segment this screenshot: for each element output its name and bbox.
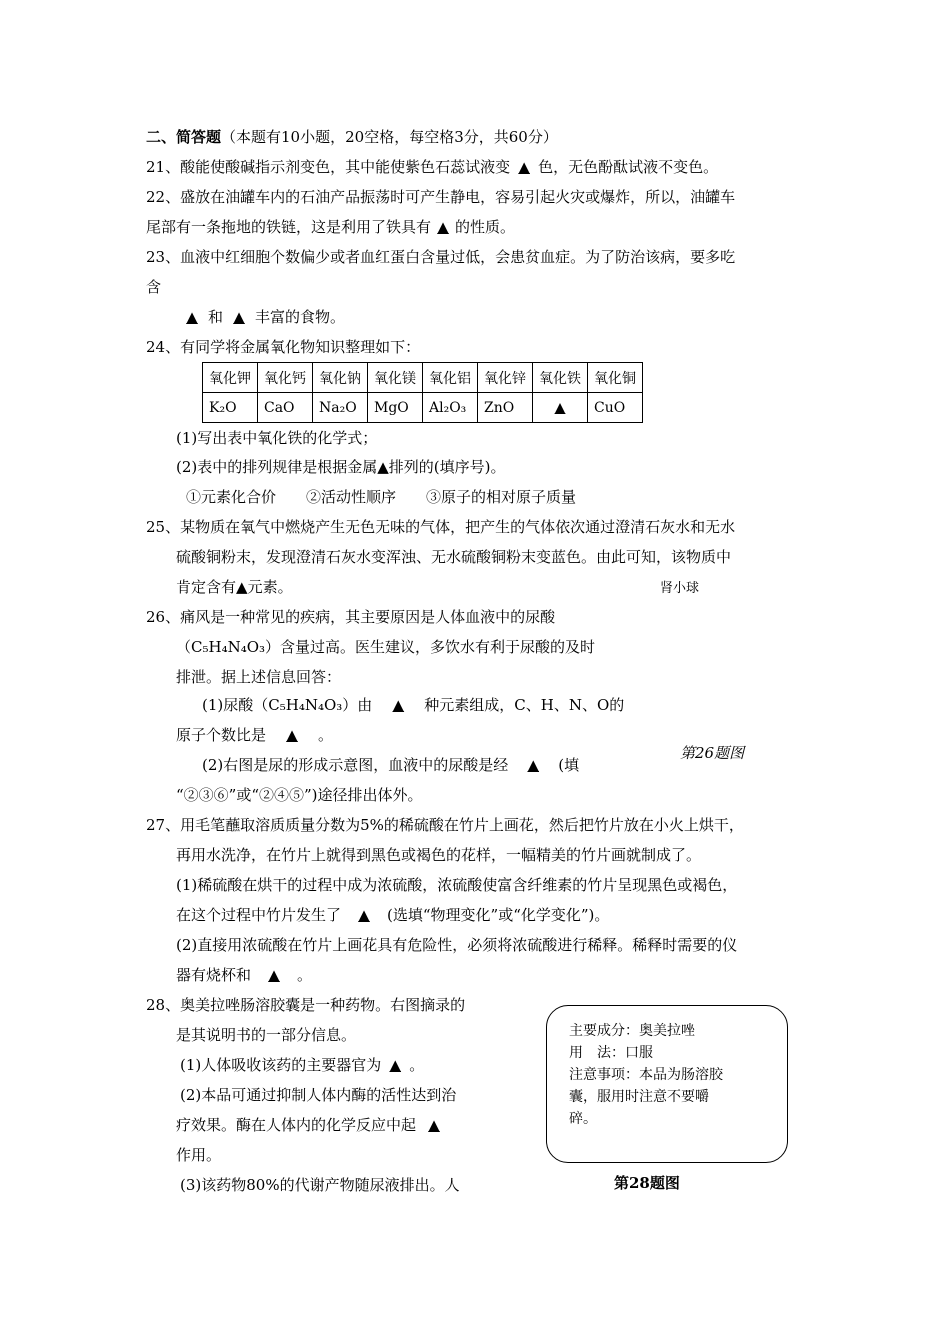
- question-28-line2: [176, 1025, 356, 1045]
- question-text: 排列的(填序号)。: [388, 458, 506, 476]
- drug-info-line: 囊，服用时注意不要嚼: [569, 1089, 709, 1105]
- answer-blank[interactable]: ▲: [518, 158, 530, 176]
- question-text: 血液中红细胞个数偏少或者血红蛋白含量过低，会患贫血症。为了防治该病，要多吃: [180, 248, 736, 266]
- question-text: 疗效果。酶在人体内的化学反应中起: [176, 1116, 417, 1134]
- question-25-line3: [176, 577, 293, 597]
- question-26-sub1: [202, 695, 624, 715]
- question-text: 奥美拉唑肠溶胶囊是一种药物。右图摘录的: [180, 996, 466, 1014]
- question-27: [146, 815, 744, 835]
- question-text: 尾部有一条拖地的铁链，这是利用了铁具有: [146, 218, 432, 236]
- question-text: ①元素化合价 ②活动性顺序 ③原子的相对原子质量: [186, 488, 577, 506]
- question-text: (2)表中的排列规律是根据金属: [176, 458, 378, 476]
- question-text: 和: [208, 308, 224, 326]
- table-header-cell: 氧化钾: [203, 363, 258, 393]
- question-number: 27、: [146, 816, 181, 834]
- question-text: 某物质在氧气中燃烧产生无色无味的气体，把产生的气体依次通过澄清石灰水和无水: [180, 518, 736, 536]
- table-cell: ZnO: [478, 393, 533, 423]
- question-number: 24、: [146, 338, 181, 356]
- question-text: 种元素组成，C、H、N、O的: [424, 696, 625, 714]
- question-text: (2)直接用浓硫酸在竹片上画花具有危险性，必须将浓硫酸进行稀释。稀释时需要的仪: [176, 936, 738, 954]
- table-header-cell: 氧化钙: [258, 363, 313, 393]
- question-28-sub2-line2: [176, 1115, 452, 1135]
- question-text: 元素。: [247, 578, 293, 596]
- question-26-line2: [176, 637, 595, 657]
- question-text: （C₅H₄N₄O₃）含量过高。医生建议，多饮水有利于尿酸的及时: [176, 638, 596, 656]
- question-23: [146, 247, 735, 267]
- question-text: 硫酸铜粉末，发现澄清石灰水变浑浊、无水硫酸铜粉末变蓝色。由此可知，该物质中: [176, 548, 732, 566]
- question-text: 盛放在油罐车内的石油产品振荡时可产生静电，容易引起火灾或爆炸，所以，油罐车: [180, 188, 736, 206]
- table-cell: Na₂O: [313, 393, 368, 423]
- answer-blank[interactable]: ▲: [554, 399, 566, 416]
- question-text: (1)尿酸（C₅H₄N₄O₃）由: [202, 696, 373, 714]
- question-22: [146, 187, 735, 207]
- question-text: 。: [409, 1056, 425, 1074]
- answer-blank[interactable]: ▲: [437, 218, 449, 236]
- question-24-sub1: [176, 428, 377, 448]
- question-21: [146, 157, 718, 177]
- question-text: 器有烧杯和: [176, 966, 252, 984]
- table-cell: CaO: [258, 393, 313, 423]
- answer-blank[interactable]: ▲: [233, 308, 245, 326]
- question-text: 是其说明书的一部分信息。: [176, 1026, 357, 1044]
- question-number: 26、: [146, 608, 181, 626]
- table-row: [203, 393, 643, 423]
- question-number: 25、: [146, 518, 181, 536]
- table-cell: Al₂O₃: [423, 393, 478, 423]
- answer-blank[interactable]: ▲: [236, 578, 248, 596]
- question-24: [146, 337, 420, 357]
- question-28-sub1: [180, 1055, 424, 1075]
- question-text: 的性质。: [455, 218, 516, 236]
- question-text: (2)右图是尿的形成示意图，血液中的尿酸是经: [202, 756, 509, 774]
- question-number: 21、: [146, 158, 181, 176]
- question-number: 23、: [146, 248, 181, 266]
- section-title: 二、简答题: [146, 128, 222, 146]
- table-header-cell: 氧化铝: [423, 363, 478, 393]
- drug-info-line: 注意事项：本品为肠溶胶: [569, 1067, 723, 1083]
- question-28: [146, 995, 465, 1015]
- question-text: (选填“物理变化”或“化学变化”)。: [387, 906, 610, 924]
- question-text: 酸能使酸碱指示剂变色，其中能使紫色石蕊试液变: [180, 158, 511, 176]
- drug-info-box: [546, 1005, 788, 1163]
- question-26: [146, 607, 555, 627]
- question-text: (1)稀硫酸在烘干的过程中成为浓硫酸，浓硫酸使富含纤维素的竹片呈现黑色或褐色，: [176, 876, 738, 894]
- question-text: 作用。: [176, 1146, 222, 1164]
- drug-info-line: 主要成分：奥美拉唑: [569, 1023, 695, 1039]
- answer-blank[interactable]: ▲: [392, 696, 405, 714]
- question-text: (填: [558, 756, 580, 774]
- answer-blank[interactable]: ▲: [377, 458, 389, 476]
- table-header-cell: 氧化铜: [588, 363, 643, 393]
- question-text: 。: [297, 966, 313, 984]
- question-26-sub1-line2: [176, 725, 333, 745]
- question-text: “②③⑥”或“②④⑤”)途径排出体外。: [176, 786, 423, 804]
- answer-blank[interactable]: ▲: [186, 308, 198, 326]
- question-27-sub2: [176, 935, 737, 955]
- question-25-line2: [176, 547, 731, 567]
- answer-blank[interactable]: ▲: [358, 906, 370, 924]
- question-text: (2)本品可通过抑制人体内酶的活性达到治: [180, 1086, 457, 1104]
- table-cell-blank[interactable]: [533, 393, 588, 423]
- answer-blank[interactable]: ▲: [286, 726, 298, 744]
- question-text: 色，无色酚酞试液不变色。: [538, 158, 719, 176]
- question-28-sub2: [180, 1085, 456, 1105]
- figure-label: 肾小球: [660, 581, 700, 596]
- figure-caption: 第26题图: [680, 744, 745, 762]
- question-text: 含: [146, 278, 162, 296]
- question-27-sub2-line2: [176, 965, 312, 985]
- question-27-sub1-line2: [176, 905, 609, 925]
- question-24-options: [186, 487, 576, 507]
- answer-blank[interactable]: ▲: [428, 1116, 440, 1134]
- drug-info-line: 用 法：口服: [569, 1045, 653, 1061]
- question-22-line2: [146, 217, 515, 237]
- section-header: [146, 127, 558, 147]
- question-text: 痛风是一种常见的疾病，其主要原因是人体血液中的尿酸: [180, 608, 556, 626]
- question-text: (3)该药物80%的代谢产物随尿液排出。人: [180, 1176, 460, 1194]
- question-27-line2: [176, 845, 701, 865]
- answer-blank[interactable]: ▲: [389, 1056, 402, 1074]
- question-26-line3: [176, 667, 341, 687]
- question-text: (1)人体吸收该药的主要器官为: [180, 1056, 382, 1074]
- question-25: [146, 517, 735, 537]
- question-text: 在这个过程中竹片发生了: [176, 906, 342, 924]
- question-23-line3: [176, 307, 345, 327]
- question-24-sub2: [176, 457, 506, 477]
- table-cell: K₂O: [203, 393, 258, 423]
- question-text: 有同学将金属氧化物知识整理如下：: [180, 338, 421, 356]
- table-header-cell: 氧化铁: [533, 363, 588, 393]
- figure-caption: 第28题图: [614, 1174, 680, 1192]
- section-note: （本题有10小题，20空格，每空格3分，共60分）: [221, 128, 558, 146]
- question-26-sub2-line2: [176, 785, 423, 805]
- table-cell: CuO: [588, 393, 643, 423]
- question-number: 28、: [146, 996, 181, 1014]
- metal-oxide-table: [202, 362, 643, 423]
- question-text: 原子个数比是: [176, 726, 267, 744]
- table-header-cell: 氧化镁: [368, 363, 423, 393]
- question-text: 用毛笔蘸取溶质质量分数为5%的稀硫酸在竹片上画花，然后把竹片放在小火上烘干，: [180, 816, 744, 834]
- answer-blank[interactable]: ▲: [527, 756, 540, 774]
- question-text: 排泄。据上述信息回答：: [176, 668, 342, 686]
- question-text: 肯定含有: [176, 578, 237, 596]
- question-text: 再用水洗净，在竹片上就得到黑色或褐色的花样，一幅精美的竹片画就制成了。: [176, 846, 702, 864]
- question-number: 22、: [146, 188, 181, 206]
- answer-blank[interactable]: ▲: [268, 966, 280, 984]
- question-28-sub3: [180, 1175, 460, 1195]
- question-23-line2: [146, 277, 161, 297]
- question-text: (1)写出表中氧化铁的化学式；: [176, 429, 378, 447]
- question-text: 丰富的食物。: [255, 308, 346, 326]
- question-28-sub2-line3: [176, 1145, 221, 1165]
- table-header-cell: 氧化钠: [313, 363, 368, 393]
- question-26-sub2: [202, 755, 579, 775]
- table-header-cell: 氧化锌: [478, 363, 533, 393]
- table-header-row: [203, 363, 643, 393]
- question-text: 。: [318, 726, 334, 744]
- question-27-sub1: [176, 875, 737, 895]
- drug-info-line: 碎。: [569, 1111, 597, 1127]
- table-cell: MgO: [368, 393, 423, 423]
